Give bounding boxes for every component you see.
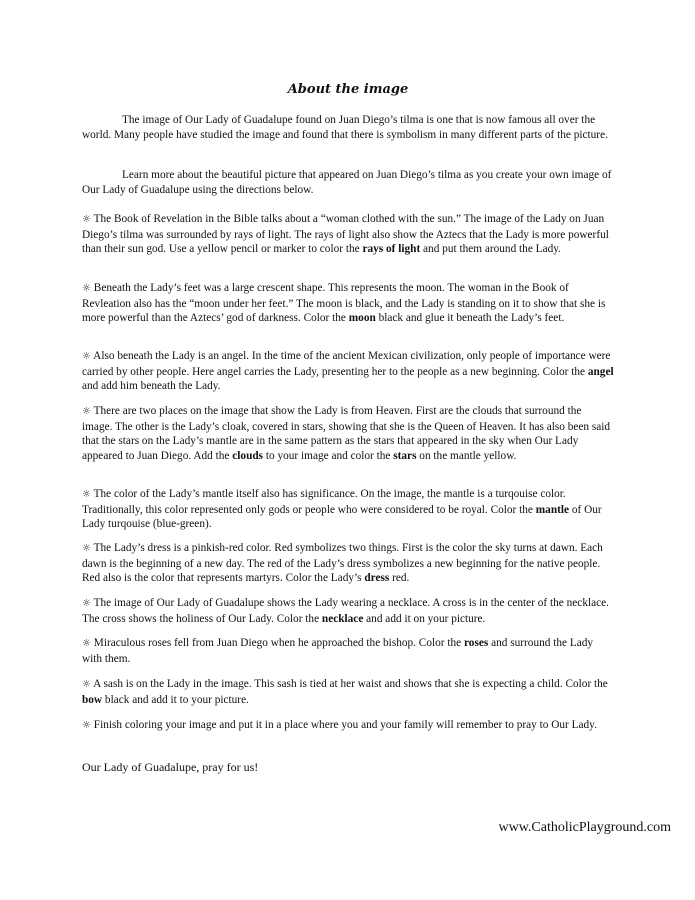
item-bold-term: bow: [82, 693, 103, 706]
item-text: and add it on your picture.: [363, 612, 486, 625]
item-text: black and add it to your picture.: [102, 693, 249, 706]
item-text: on the mantle yellow.: [416, 449, 517, 462]
instruction-item-clouds-stars: [82, 404, 614, 463]
item-bold-term: necklace: [321, 612, 364, 625]
sun-icon: ☼: [82, 638, 91, 649]
instruction-item-mantle: [82, 487, 614, 532]
item-text: The color of the Lady’s mantle itself also has significance. On the image, the mantle is a turqouise color. Traditionally, this color represented only gods or people who were considered to be royal. Color the: [82, 488, 566, 516]
item-bold-term: rays of light: [362, 243, 421, 256]
sun-icon: ☼: [82, 598, 91, 609]
instruction-item-rays: [82, 212, 614, 257]
item-bold-term: angel: [587, 365, 614, 378]
item-text: The image of Our Lady of Guadalupe shows the Lady wearing a necklace. A cross is in the center of the necklace. The cross shows the holiness of Our Lady. Color the: [82, 597, 609, 625]
sun-icon: ☼: [82, 406, 91, 417]
item-text: of Our Lady turqouise (blue-green).: [82, 503, 602, 531]
item-bold-term: dress: [364, 572, 390, 585]
sun-icon: ☼: [82, 679, 91, 690]
item-text: and surround the Lady with them.: [82, 637, 594, 665]
item-text: There are two places on the image that show the Lady is from Heaven. First are the clouds that surround the image. The other is the Lady’s cloak, covered in stars, showing that she is the Queen of Heaven. It has also been said that the stars on the Lady’s mantle are in the same pattern as the stars that appeared in the sky when Our Lady appeared to Juan Diego. Add the: [82, 405, 611, 462]
intro-paragraph-1: The image of Our Lady of Guadalupe found on Juan Diego’s tilma is one that is now famous all over the world. Many people have studied the image and found that there is symbolism in many different parts of the picture.: [82, 114, 608, 141]
page-title: About the image: [287, 82, 409, 97]
item-text: The Book of Revelation in the Bible talks about a “woman clothed with the sun.” The image of the Lady on Juan Diego’s tilma was surrounded by rays of light. The rays of light also show the Aztecs that the Lady is more powerful than their sun god. Use a yellow pencil or marker to color the: [82, 213, 609, 256]
closing-prayer: Our Lady of Guadalupe, pray for us!: [82, 760, 259, 774]
instruction-item-moon: [82, 281, 614, 326]
item-text: and add him beneath the Lady.: [82, 380, 221, 393]
item-text: Beneath the Lady’s feet was a large crescent shape. This represents the moon. The woman in the Book of Revleation also has the “moon under her feet.” The moon is black, and the Lady is standing on it to show that she is more powerful than the Aztecs’ god of darkness. Color the: [82, 282, 606, 325]
instruction-item-bow: [82, 677, 614, 707]
sun-icon: ☼: [82, 543, 91, 554]
footer-website: www.CatholicPlayground.com: [498, 820, 671, 835]
item-text: to your image and color the: [263, 449, 394, 462]
item-bold-term: moon: [348, 312, 376, 325]
sun-icon: ☼: [82, 351, 91, 362]
item-text: Finish coloring your image and put it in a place where you and your family will remember to pray to Our Lady.: [93, 719, 597, 731]
sun-icon: ☼: [82, 214, 91, 225]
item-text: and put them around the Lady.: [420, 243, 561, 256]
item-bold-term: clouds: [232, 449, 264, 462]
instruction-item-angel: [82, 349, 614, 394]
item-bold-term: mantle: [535, 503, 570, 516]
instruction-item-roses: [82, 636, 614, 666]
sun-icon: ☼: [82, 720, 91, 731]
item-bold-term: stars: [393, 449, 417, 462]
instruction-item-dress: [82, 541, 614, 586]
item-text: red.: [389, 572, 410, 585]
item-text: Also beneath the Lady is an angel. In the time of the ancient Mexican civilization, only people of importance were carried by other people. Here angel carries the Lady, presenting her to the people as a new beginning. Color the: [82, 350, 611, 378]
item-text: Miraculous roses fell from Juan Diego when he approached the bishop. Color the: [93, 637, 464, 649]
sun-icon: ☼: [82, 489, 91, 500]
item-text: A sash is on the Lady in the image. This sash is tied at her waist and shows that she is expecting a child. Color the: [93, 678, 608, 690]
item-bold-term: roses: [464, 637, 489, 649]
intro-paragraph-2: Learn more about the beautiful picture that appeared on Juan Diego’s tilma as you create your own image of Our Lady of Guadalupe using the directions below.: [82, 169, 612, 196]
instruction-item-finish: [82, 718, 614, 734]
item-text: The Lady’s dress is a pinkish-red color. Red symbolizes two things. First is the color the sky turns at dawn. Each dawn is the beginning of a new day. The red of the Lady’s dress symbolizes a new beginning for the native people. Red also is the color that represents martyrs. Color the Lady’s: [82, 542, 603, 585]
instruction-item-necklace: [82, 596, 614, 626]
sun-icon: ☼: [82, 283, 91, 294]
item-text: black and glue it beneath the Lady’s feet.: [375, 312, 565, 325]
